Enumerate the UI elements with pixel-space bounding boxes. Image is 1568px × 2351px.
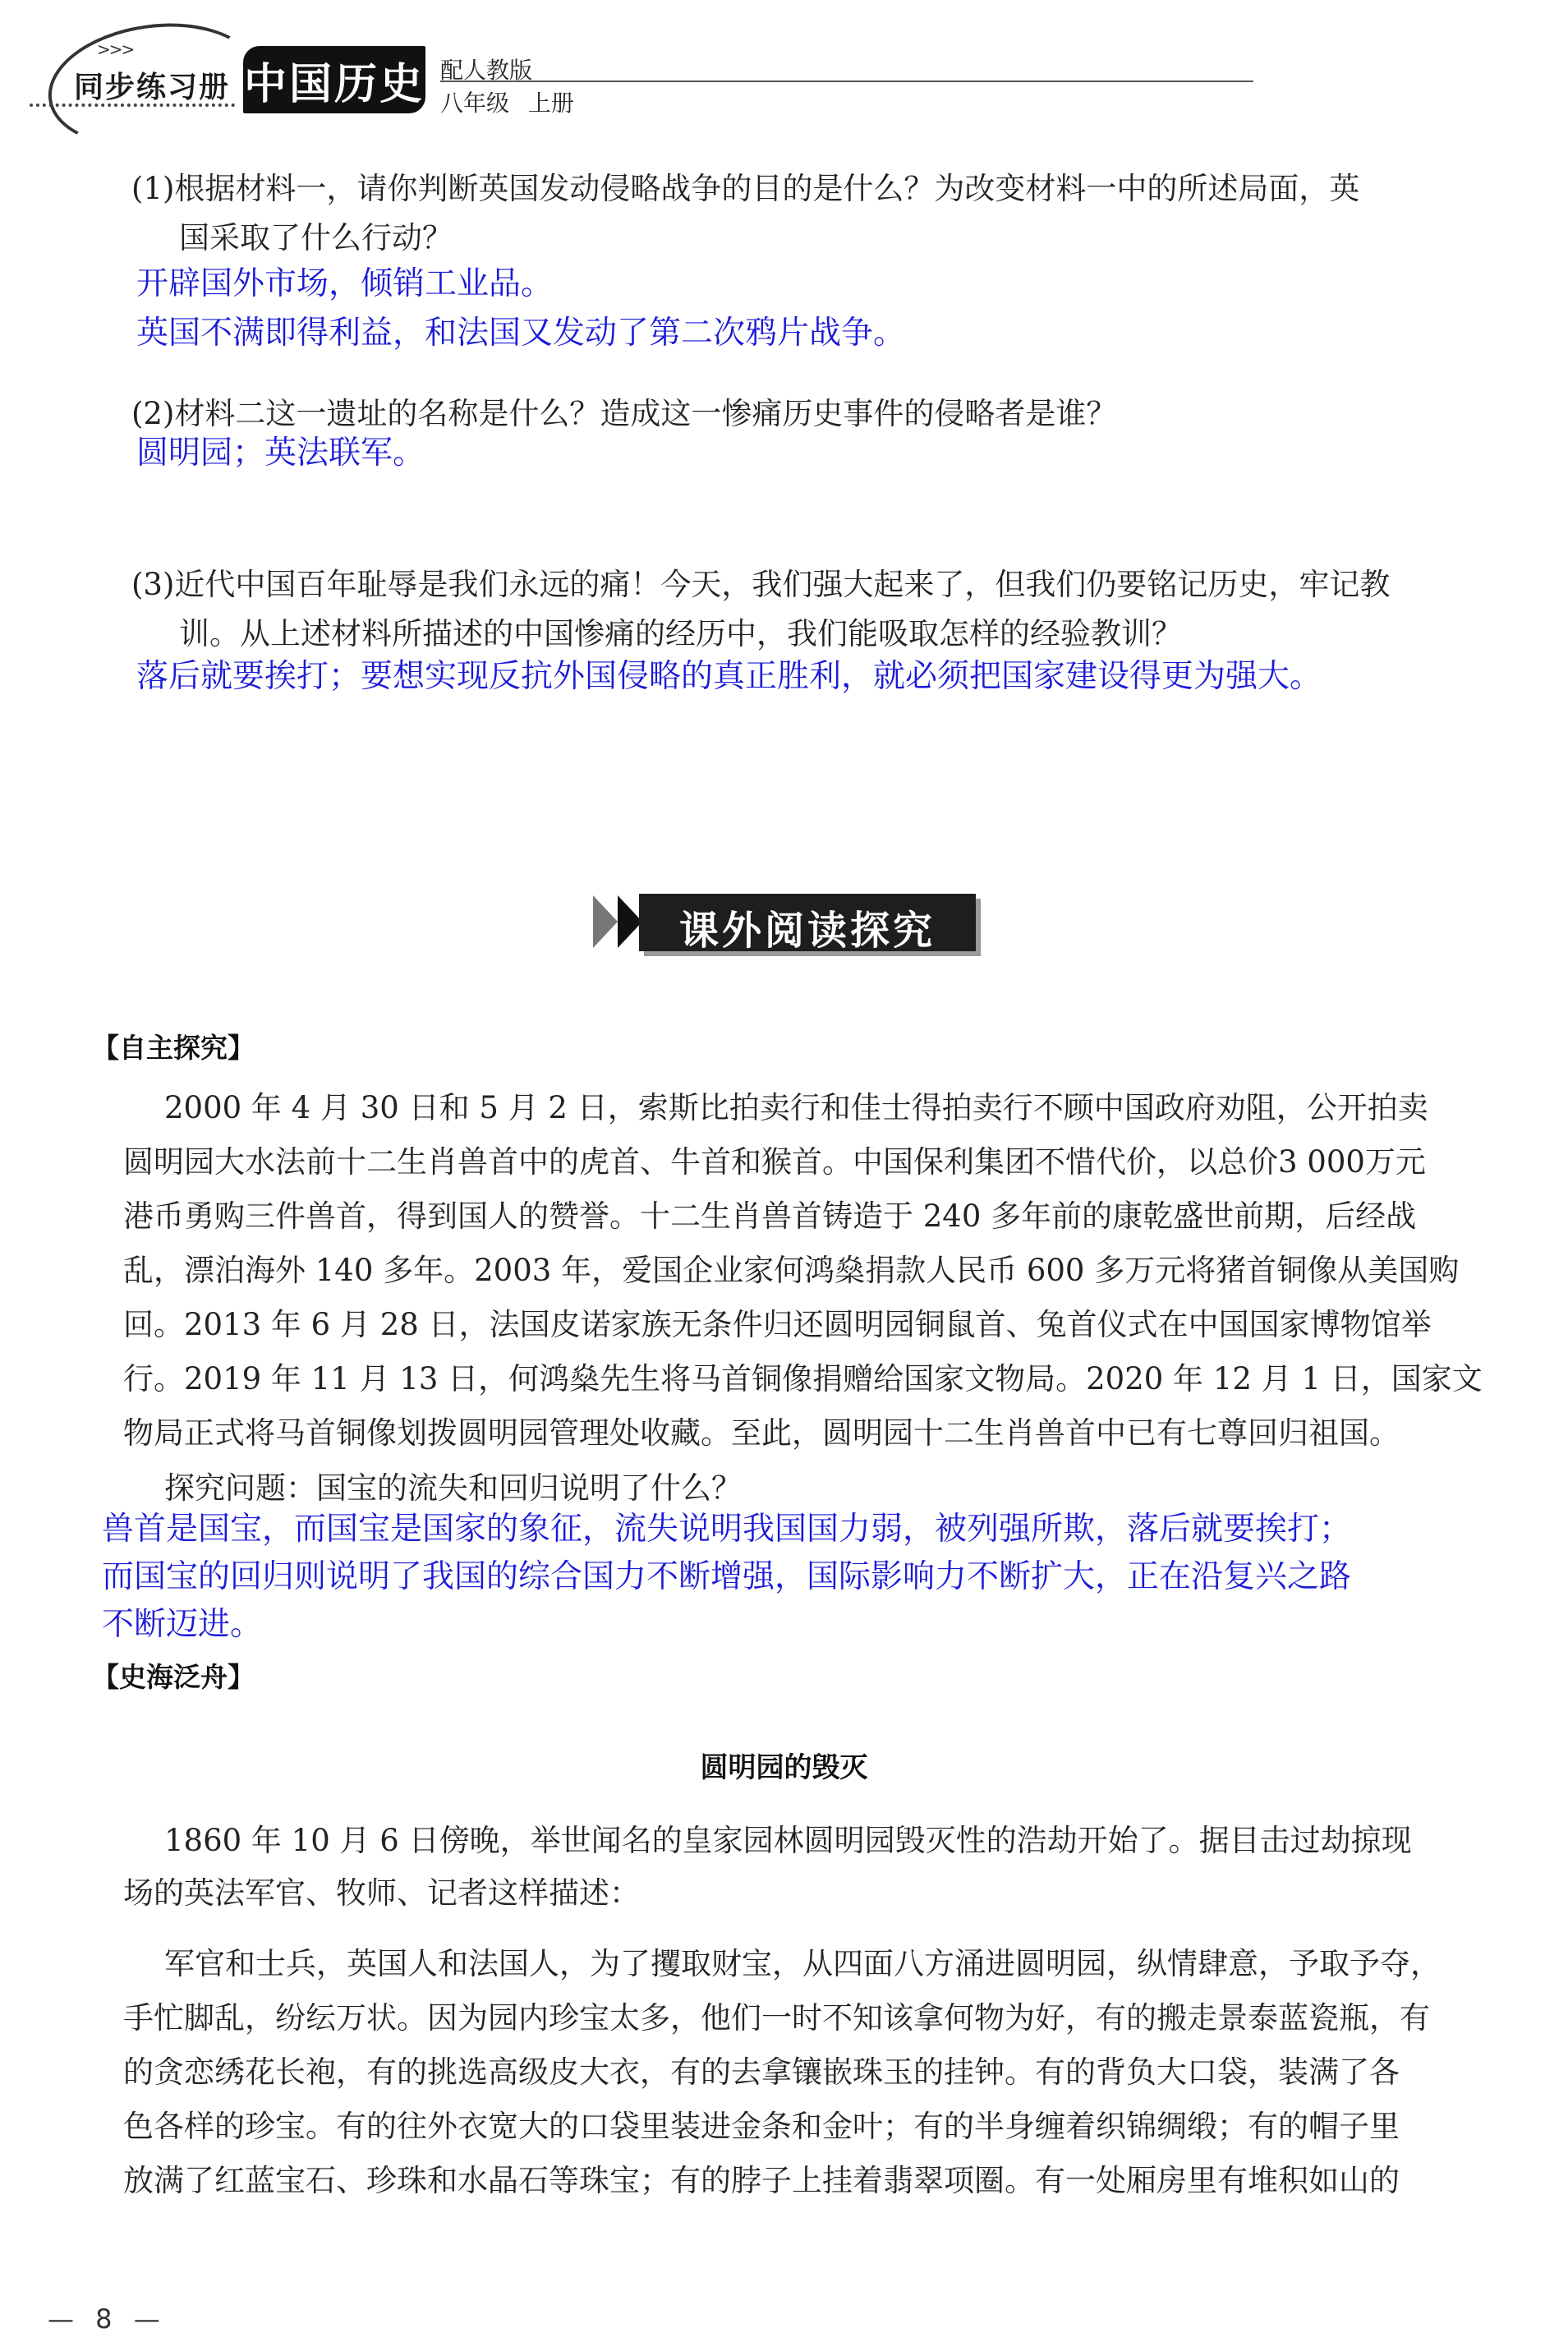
reading-para-line: 的贪恋绣花长袍，有的挑选高级皮大衣，有的去拿镶嵌珠玉的挂钟。有的背负大口袋，装满了各	[123, 2054, 1400, 2090]
question-1-line-1: (1)根据材料一，请你判断英国发动侵略战争的目的是什么？为改变材料一中的所述局面，英	[131, 171, 1360, 206]
banner-chevron-light	[593, 895, 618, 948]
explore-para-line: 港币勇购三件兽首，得到国人的赞誉。十二生肖兽首铸造于 240 多年前的康乾盛世前期，后经战	[123, 1199, 1417, 1234]
question-2-line-1: (2)材料二这一遗址的名称是什么？造成这一惨痛历史事件的侵略者是谁？	[131, 396, 1117, 431]
header-rule	[440, 81, 1253, 82]
reading-para-line: 放满了红蓝宝石、珍珠和水晶石等珠宝；有的脖子上挂着翡翠项圈。有一处厢房里有堆积如山的	[123, 2163, 1400, 2198]
explore-para-line: 圆明园大水法前十二生肖兽首中的虎首、牛首和猴首。中国保利集团不惜代价，以总价3 000万元	[123, 1144, 1426, 1180]
explore-para-line: 乱，漂泊海外 140 多年。2003 年，爱国企业家何鸿燊捐款人民币 600 多万元将猪首铜像从美国购	[123, 1253, 1460, 1288]
question-3-line-1: (3)近代中国百年耻辱是我们永远的痛！今天，我们强大起来了，但我们仍要铭记历史，牢记教	[131, 567, 1391, 602]
header-arrows: >>>	[97, 39, 134, 59]
reading-para-line: 色各样的珍宝。有的往外衣宽大的口袋里装进金条和金叶；有的半身缠着织锦绸缎；有的帽子里	[123, 2109, 1400, 2144]
question-3-line-2: 训。从上述材料所描述的中国惨痛的经历中，我们能吸取怎样的经验教训？	[179, 616, 1182, 651]
series-title: 同步练习册	[74, 71, 231, 104]
explore-answer-line: 兽首是国宝，而国宝是国家的象征，流失说明我国国力弱，被列强所欺，落后就要挨打；	[102, 1511, 1352, 1548]
explore-tag: 【自主探究】	[92, 1032, 255, 1064]
page-number: — 8 —	[48, 2303, 160, 2335]
reading-para-line: 手忙脚乱，纷纭万状。因为园内珍宝太多，他们一时不知该拿何物为好，有的搬走景泰蓝瓷瓶，有	[123, 2000, 1430, 2036]
reading-para-line: 军官和士兵，英国人和法国人，为了攫取财宝，从四面八方涌进圆明园，纵情肆意，予取予夺，	[164, 1946, 1441, 1981]
header-dotted-rule	[30, 104, 235, 107]
reading-para-line: 场的英法军官、牧师、记者这样描述：	[123, 1875, 640, 1911]
explore-para-line: 行。2019 年 11 月 13 日，何鸿燊先生将马首铜像捐赠给国家文物局。2020 年 12 月 1 日，国家文	[123, 1361, 1483, 1396]
question-1-line-2: 国采取了什么行动？	[179, 220, 453, 255]
explore-answer-line: 而国宝的回归则说明了我国的综合国力不断增强，国际影响力不断扩大，正在沿复兴之路	[102, 1558, 1352, 1595]
answer-1-line-1: 开辟国外市场，倾销工业品。	[136, 265, 554, 302]
grade-label: 八年级 上册	[440, 90, 574, 117]
edition-label: 配人教版	[440, 57, 533, 84]
answer-1-line-2: 英国不满即得利益，和法国又发动了第二次鸦片战争。	[136, 315, 906, 352]
subject-title: 中国历史	[243, 59, 425, 109]
answer-2-line-1: 圆明园；英法联军。	[136, 435, 425, 472]
answer-3-line-1: 落后就要挨打；要想实现反抗外国侵略的真正胜利，就必须把国家建设得更为强大。	[136, 658, 1322, 695]
reading-para-line: 1860 年 10 月 6 日傍晚，举世闻名的皇家园林圆明园毁灭性的浩劫开始了。据目击过劫掠现	[164, 1823, 1412, 1858]
reading-title: 圆明园的毁灭	[700, 1751, 868, 1784]
explore-para-line: 回。2013 年 6 月 28 日，法国皮诺家族无条件归还圆明园铜鼠首、兔首仪式在中国国家博物馆举	[123, 1307, 1432, 1342]
section-title: 课外阅读探究	[678, 908, 936, 954]
explore-para-line: 2000 年 4 月 30 日和 5 月 2 日，索斯比拍卖行和佳士得拍卖行不顾中国政府劝阻，公开拍卖	[164, 1090, 1428, 1125]
explore-answer-line: 不断迈进。	[102, 1606, 263, 1643]
reading-tag: 【史海泛舟】	[92, 1661, 255, 1693]
explore-question: 探究问题：国宝的流失和回归说明了什么？	[164, 1470, 742, 1506]
explore-para-line: 物局正式将马首铜像划拨圆明园管理处收藏。至此，圆明园十二生肖兽首中已有七尊回归祖国。	[123, 1415, 1400, 1451]
